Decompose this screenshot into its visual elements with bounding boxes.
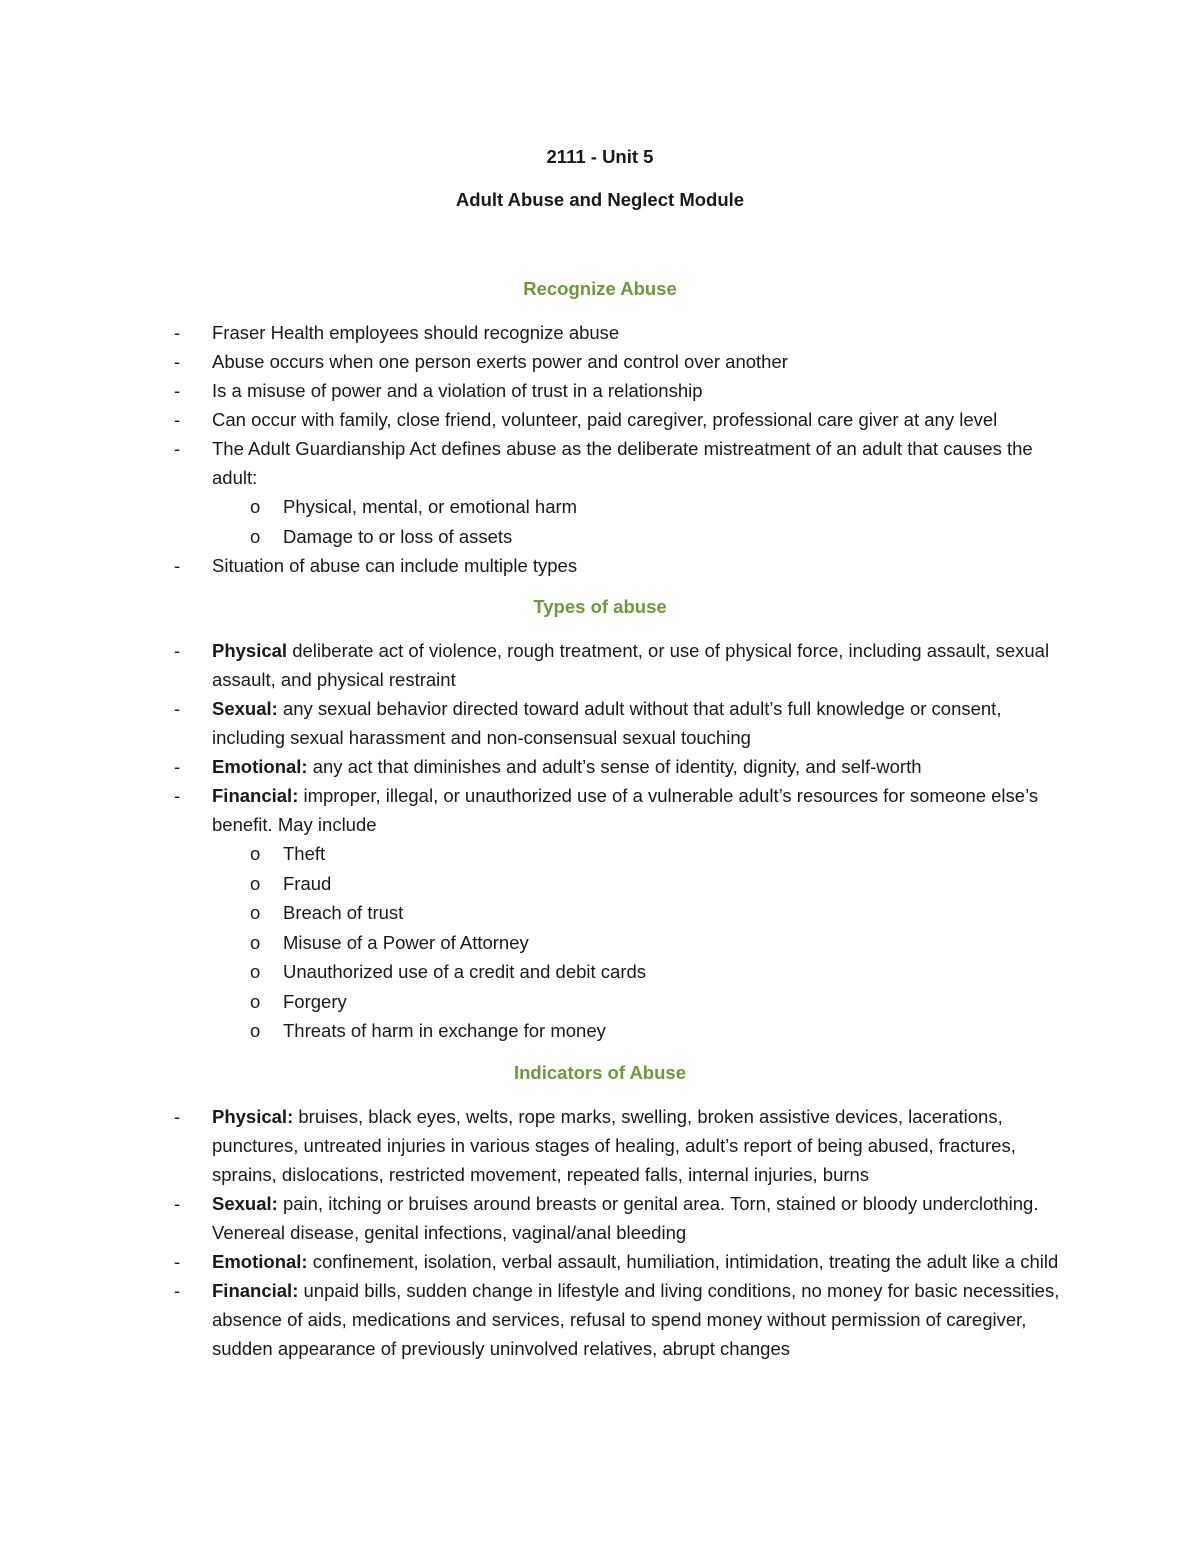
list-item-body: The Adult Guardianship Act defines abuse as the deliberate mistreatment of an adult that causes the adult: <box>212 438 1033 488</box>
sub-list-item <box>0 1016 1200 1046</box>
dash-bullet: - <box>174 1106 181 1127</box>
sub-list-item <box>0 928 1200 958</box>
list-item-text <box>212 318 1072 347</box>
section-heading-recognize-abuse: Recognize Abuse <box>523 278 677 299</box>
list-item-body: pain, itching or bruises around breasts or genital area. Torn, stained or bloody underclothing. Venereal disease, genital infections, vaginal/anal bleeding <box>212 1193 1039 1243</box>
list-item-label: Physical <box>212 640 288 661</box>
dash-bullet: - <box>174 698 181 719</box>
dash-bullet: - <box>174 409 181 430</box>
sub-list-item-text: Unauthorized use of a credit and debit cards <box>283 961 647 982</box>
list-item-body: confinement, isolation, verbal assault, humiliation, intimidation, treating the adult like a child <box>307 1251 1059 1272</box>
list-item <box>0 1102 1200 1189</box>
list-item-body: improper, illegal, or unauthorized use of a vulnerable adult’s resources for someone else’s benefit. May include <box>212 785 1039 835</box>
list-item-text <box>212 376 1072 405</box>
list-item <box>0 551 1200 580</box>
list-item-label: Physical: <box>212 1106 294 1127</box>
sub-list-item <box>0 492 1200 522</box>
list-item-text <box>212 694 1072 752</box>
list-item-label: Sexual: <box>212 698 278 719</box>
list-item <box>0 1247 1200 1276</box>
list-item <box>0 405 1200 434</box>
dash-bullet: - <box>174 640 181 661</box>
list-item-text <box>212 405 1072 434</box>
list-item-label: Emotional: <box>212 756 308 777</box>
section-types-of-abuse-list <box>0 636 1200 1046</box>
circle-bullet-icon: o <box>250 961 261 982</box>
circle-bullet-icon: o <box>250 872 261 894</box>
list-item-label: Sexual: <box>212 1193 278 1214</box>
sub-list-item <box>0 898 1200 928</box>
list-item <box>0 434 1200 492</box>
list-item-label: Emotional: <box>212 1251 308 1272</box>
dash-bullet: - <box>174 1280 181 1301</box>
circle-bullet-icon: o <box>250 525 261 547</box>
list-item <box>0 636 1200 694</box>
dash-bullet: - <box>174 1193 181 1214</box>
list-item-body: bruises, black eyes, welts, rope marks, swelling, broken assistive devices, lacerations, punctures, untreated injuries in various stages of healing, adult’s report of being abused, fractures, sprains, dislocations, restricted movement, repeated falls, internal injuries, burns <box>212 1106 1016 1185</box>
sub-list-item-text: Forgery <box>283 990 347 1012</box>
sub-list-item-text: Theft <box>283 843 326 864</box>
list-item-text <box>212 1247 1072 1276</box>
dash-bullet: - <box>174 380 181 401</box>
list-item-body: Situation of abuse can include multiple types <box>212 555 578 576</box>
sub-list-item-text: Misuse of a Power of Attorney <box>283 931 529 953</box>
dash-bullet: - <box>174 351 181 372</box>
sub-list-item <box>0 839 1200 869</box>
list-item-text <box>212 1189 1072 1247</box>
list-item <box>0 781 1200 839</box>
list-item-text <box>212 1276 1072 1363</box>
list-item <box>0 694 1200 752</box>
list-item <box>0 752 1200 781</box>
list-item-body: Abuse occurs when one person exerts power and control over another <box>212 351 788 372</box>
list-item-text <box>212 781 1072 839</box>
list-item-text <box>212 636 1072 694</box>
dash-bullet: - <box>174 1251 181 1272</box>
list-item-body: Can occur with family, close friend, volunteer, paid caregiver, professional care giver at any level <box>212 409 998 430</box>
circle-bullet-icon: o <box>250 843 261 864</box>
sub-list-item <box>0 522 1200 552</box>
sub-list-item <box>0 987 1200 1017</box>
dash-bullet: - <box>174 438 181 459</box>
dash-bullet: - <box>174 555 181 576</box>
list-item-label: Financial: <box>212 1280 299 1301</box>
dash-bullet: - <box>174 785 181 806</box>
sub-list-item <box>0 957 1200 987</box>
section-indicators-of-abuse-list <box>0 1102 1200 1363</box>
circle-bullet-icon: o <box>250 931 261 953</box>
sub-list-item-text: Threats of harm in exchange for money <box>283 1020 606 1041</box>
list-item-body: any act that diminishes and adult’s sense of identity, dignity, and self-worth <box>307 756 922 777</box>
sub-list-item-text: Breach of trust <box>283 902 404 923</box>
list-item <box>0 347 1200 376</box>
list-item-text <box>212 551 1072 580</box>
circle-bullet-icon: o <box>250 496 261 517</box>
list-item-body: unpaid bills, sudden change in lifestyle and living conditions, no money for basic necessities, absence of aids, medications and services, refusal to spend money without permission of caregiver, sudden appearance of previously uninvolved relatives, abrupt changes <box>212 1280 1060 1359</box>
section-heading-indicators-of-abuse: Indicators of Abuse <box>513 1062 686 1083</box>
dash-bullet: - <box>174 756 181 777</box>
sub-list-item-text: Damage to or loss of assets <box>283 525 513 547</box>
list-item-body: Is a misuse of power and a violation of trust in a relationship <box>212 380 703 401</box>
list-item <box>0 1276 1200 1363</box>
dash-bullet: - <box>174 322 181 343</box>
list-item <box>0 1189 1200 1247</box>
sub-list-item-text: Fraud <box>283 872 332 894</box>
list-item <box>0 318 1200 347</box>
circle-bullet-icon: o <box>250 1020 261 1041</box>
list-item-body: deliberate act of violence, rough treatment, or use of physical force, including assault, sexual assault, and physical restraint <box>212 640 1050 690</box>
list-item-text <box>212 1102 1072 1189</box>
document-title: 2111 - Unit 5 <box>546 146 654 167</box>
circle-bullet-icon: o <box>250 990 261 1012</box>
section-heading-types-of-abuse: Types of abuse <box>533 596 667 617</box>
list-item-text <box>212 434 1072 492</box>
circle-bullet-icon: o <box>250 902 261 923</box>
list-item-body: any sexual behavior directed toward adult without that adult’s full knowledge or consent, including sexual harassment and non-consensual sexual touching <box>212 698 1002 748</box>
section-recognize-abuse-list <box>0 318 1200 580</box>
list-item-text <box>212 752 1072 781</box>
sub-list-item <box>0 869 1200 899</box>
list-item-text <box>212 347 1072 376</box>
list-item-body: Fraser Health employees should recognize abuse <box>212 322 620 343</box>
document-subtitle: Adult Abuse and Neglect Module <box>455 189 745 210</box>
list-item <box>0 376 1200 405</box>
sub-list-item-text: Physical, mental, or emotional harm <box>283 496 578 517</box>
list-item-label: Financial: <box>212 785 299 806</box>
